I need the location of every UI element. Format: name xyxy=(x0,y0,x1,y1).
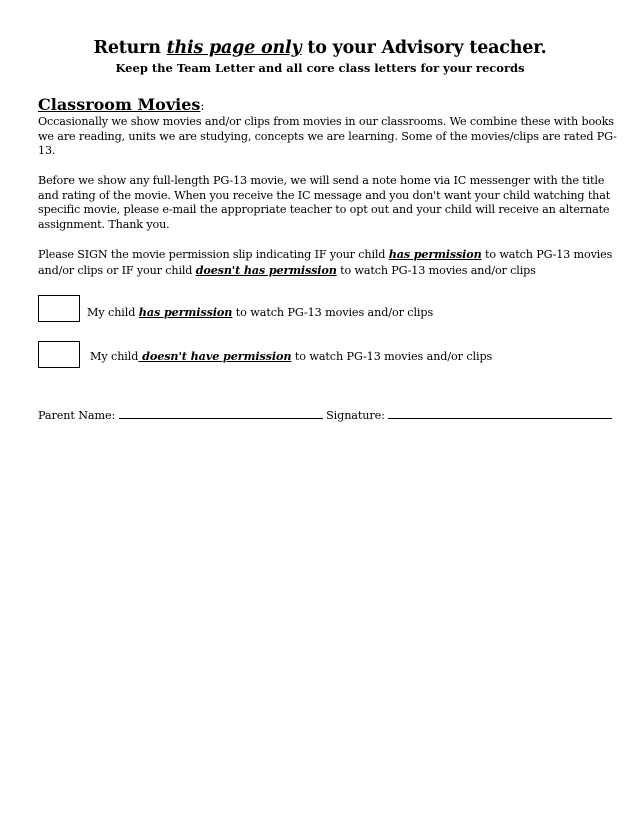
section-heading xyxy=(38,95,204,114)
intro-line: we are reading, units we are studying, concepts we are learning. Some of the movies/clips are rated PG- xyxy=(38,129,617,143)
parent-name-label: Parent Name: xyxy=(38,409,119,422)
intro-line: 13. xyxy=(38,144,56,158)
signature-field[interactable] xyxy=(388,408,612,419)
intro-line: Occasionally we show movies and/or clips from movies in our classrooms. We combine these with books xyxy=(38,115,614,128)
signature-row xyxy=(38,408,612,422)
has-permission-checkbox[interactable] xyxy=(38,295,80,322)
option-emphasis: doesn't have permission xyxy=(138,349,292,363)
has-permission-label xyxy=(87,305,433,319)
option-text: to watch PG-13 movies and/or clips xyxy=(291,350,493,363)
title-prefix: Return xyxy=(93,38,167,58)
page-subtitle: Keep the Team Letter and all core class letters for your records xyxy=(115,61,525,75)
parent-name-field[interactable] xyxy=(119,408,323,419)
instruction-text: Please SIGN the movie permission slip indicating IF your child xyxy=(38,248,389,261)
notice-paragraph xyxy=(38,174,611,232)
instruction-paragraph xyxy=(38,247,613,278)
intro-paragraph xyxy=(38,115,617,159)
option-emphasis: has permission xyxy=(138,305,233,319)
notice-line: Before we show any full-length PG-13 movie, we will send a note home via IC messenger with the title xyxy=(38,174,605,187)
instruction-text: to watch PG-13 movies xyxy=(481,248,613,261)
title-emphasis: this page only xyxy=(166,38,302,58)
instruction-emphasis: has permission xyxy=(388,247,482,261)
notice-line: specific movie, please e-mail the appropriate teacher to opt out and your child will receive an alternate xyxy=(38,203,610,217)
title-suffix: to your Advisory teacher. xyxy=(301,38,547,58)
signature-label: Signature: xyxy=(322,409,389,422)
option-text: to watch PG-13 movies and/or clips xyxy=(232,306,434,319)
instruction-line-2 xyxy=(38,263,608,279)
notice-line: and rating of the movie. When you receive the IC message and you don't want your child watching that xyxy=(38,188,611,202)
instruction-text: and/or clips or IF your child xyxy=(38,263,196,277)
instruction-text: to watch PG-13 movies and/or clips xyxy=(336,263,536,277)
no-permission-label xyxy=(90,349,492,363)
option-text: My child xyxy=(90,350,139,363)
page-title xyxy=(0,38,640,58)
no-permission-checkbox[interactable] xyxy=(38,341,80,368)
option-text: My child xyxy=(87,306,139,319)
instruction-line-1 xyxy=(38,247,613,263)
section-heading-text: Classroom Movies xyxy=(38,95,201,114)
notice-line: assignment. Thank you. xyxy=(38,217,170,231)
section-heading-colon: : xyxy=(200,99,205,113)
instruction-emphasis: doesn't has permission xyxy=(195,262,337,277)
